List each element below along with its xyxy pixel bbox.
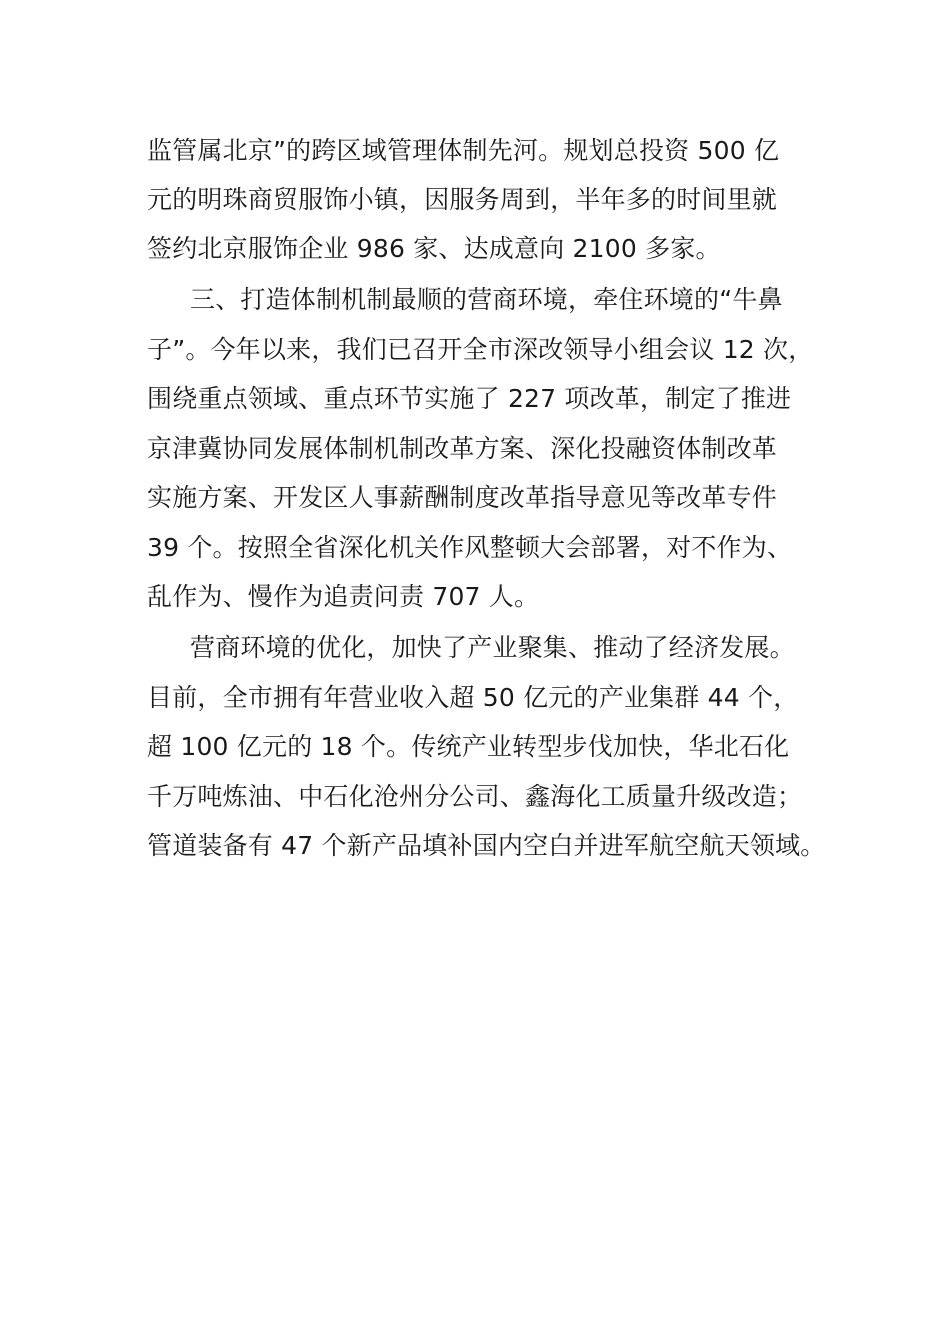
- text-line: 千万吨炼油、中石化沧州分公司、鑫海化工质量升级改造；: [147, 782, 803, 811]
- text-line: 子”。今年以来，我们已召开全市深改领导小组会议 12 次，: [147, 335, 814, 364]
- text-line: 围绕重点领域、重点环节实施了 227 项改革，制定了推进: [147, 384, 792, 413]
- text-line: 目前，全市拥有年营业收入超 50 亿元的产业集群 44 个，: [147, 683, 799, 712]
- text-line: 管道装备有 47 个新产品填补国内空白并进军航空航天领域。: [147, 831, 826, 860]
- text-line: 元的明珠商贸服饰小镇，因服务周到，半年多的时间里就: [147, 185, 778, 214]
- text-line: 签约北京服饰企业 986 家、达成意向 2100 多家。: [147, 234, 721, 263]
- text-line: 超 100 亿元的 18 个。传统产业转型步伐加快，华北石化: [147, 732, 790, 761]
- text-line: 监管属北京”的跨区域管理体制先河。规划总投资 500 亿: [147, 136, 780, 165]
- paragraph-start-line: 营商环境的优化，加快了产业聚集、推动了经济发展。: [190, 633, 795, 662]
- paragraph-start-line: 三、打造体制机制最顺的营商环境，牵住环境的“牛鼻: [190, 285, 783, 314]
- text-line: 乱作为、慢作为追责问责 707 人。: [147, 582, 540, 611]
- text-line: 实施方案、开发区人事薪酬制度改革指导意见等改革专件: [147, 483, 778, 512]
- text-line: 京津冀协同发展体制机制改革方案、深化投融资体制改革: [147, 434, 778, 463]
- text-line: 39 个。按照全省深化机关作风整顿大会部署，对不作为、: [147, 533, 793, 562]
